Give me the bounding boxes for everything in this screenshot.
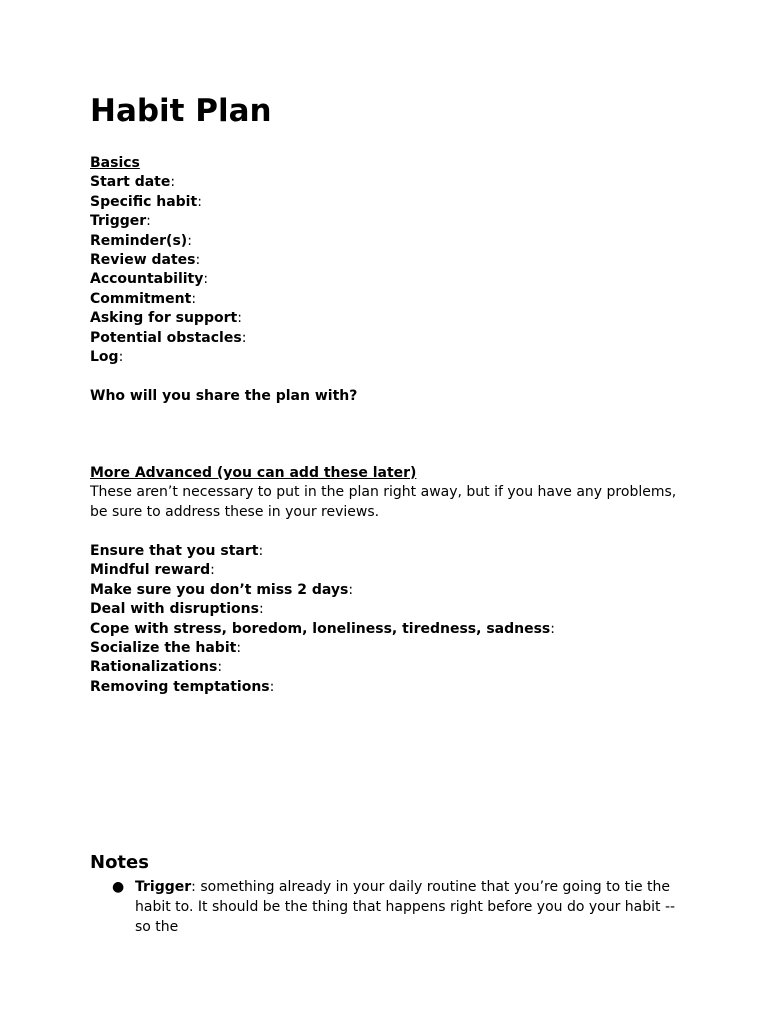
bullet-icon: ● [112, 879, 125, 895]
field-label: Accountability [90, 271, 204, 288]
field-value: : [146, 213, 151, 230]
list-item [90, 877, 680, 937]
field-label: Start date [90, 174, 171, 191]
field-label: Potential obstacles [90, 329, 242, 346]
field-value: : [118, 349, 124, 366]
basics-section [90, 154, 680, 367]
field-label: Reminder(s) [90, 232, 188, 249]
advanced-section [90, 464, 680, 522]
field-label: Removing temptations [90, 678, 270, 695]
field-start-date [90, 173, 680, 192]
field-value: : [258, 543, 264, 559]
field-trigger [90, 212, 680, 231]
note-term: Trigger [135, 879, 192, 895]
field-deal-with-disruptions [90, 600, 680, 619]
field-label: Log [90, 349, 119, 366]
notes-list [90, 877, 680, 937]
field-value: : [550, 620, 555, 637]
field-reminders [90, 232, 680, 251]
field-value: : [236, 640, 242, 657]
field-label: Mindful reward [90, 562, 211, 579]
field-asking-for-support [90, 309, 680, 328]
field-label: Cope with stress, boredom, loneliness, tiredness, sadness [90, 620, 551, 637]
note-text: : something already in your daily routine that you’re going to tie the habit to. It should be the thing that happens right before you do your habit -- so the [135, 879, 676, 935]
field-value: : [241, 329, 247, 346]
field-value: : [217, 659, 223, 676]
share-question: Who will you share the plan with? [90, 388, 358, 404]
field-removing-temptations [90, 678, 680, 697]
field-value: : [210, 562, 215, 579]
field-commitment [90, 290, 680, 309]
field-label: Commitment [90, 290, 192, 307]
basics-heading: Basics [90, 155, 140, 171]
share-question-block [90, 387, 680, 406]
field-value: : [191, 290, 197, 307]
field-label: Ensure that you start [90, 543, 259, 559]
field-value: : [170, 174, 176, 191]
field-value: : [187, 232, 192, 249]
field-value: : [269, 678, 275, 695]
field-accountability [90, 270, 680, 289]
field-socialize-habit [90, 639, 680, 658]
field-ensure-start [90, 542, 680, 561]
field-value: : [195, 252, 201, 269]
field-cope-with-stress [90, 620, 680, 639]
field-value: : [258, 601, 264, 618]
field-label: Deal with disruptions [90, 601, 259, 618]
field-label: Trigger [90, 213, 147, 230]
field-potential-obstacles [90, 329, 680, 348]
field-rationalizations [90, 658, 680, 677]
field-label: Socialize the habit [90, 640, 237, 657]
field-dont-miss-2-days [90, 581, 680, 600]
notes-heading: Notes [90, 852, 149, 873]
field-label: Specific habit [90, 193, 198, 210]
advanced-fields [90, 542, 680, 697]
field-label: Rationalizations [90, 659, 218, 676]
field-value: : [197, 193, 202, 210]
field-log [90, 348, 680, 367]
advanced-heading: More Advanced (you can add these later) [90, 465, 417, 481]
document-title: Habit Plan [90, 93, 272, 129]
field-value: : [237, 310, 242, 327]
field-value: : [203, 271, 209, 288]
field-specific-habit [90, 193, 680, 212]
field-review-dates [90, 251, 680, 270]
advanced-intro: These aren’t necessary to put in the plan right away, but if you have any problems, be sure to address these in your reviews. [90, 484, 677, 520]
field-label: Make sure you don’t miss 2 days [90, 581, 349, 598]
field-label: Asking for support [90, 310, 238, 327]
field-label: Review dates [90, 252, 196, 269]
field-mindful-reward [90, 561, 680, 580]
field-value: : [348, 581, 354, 598]
